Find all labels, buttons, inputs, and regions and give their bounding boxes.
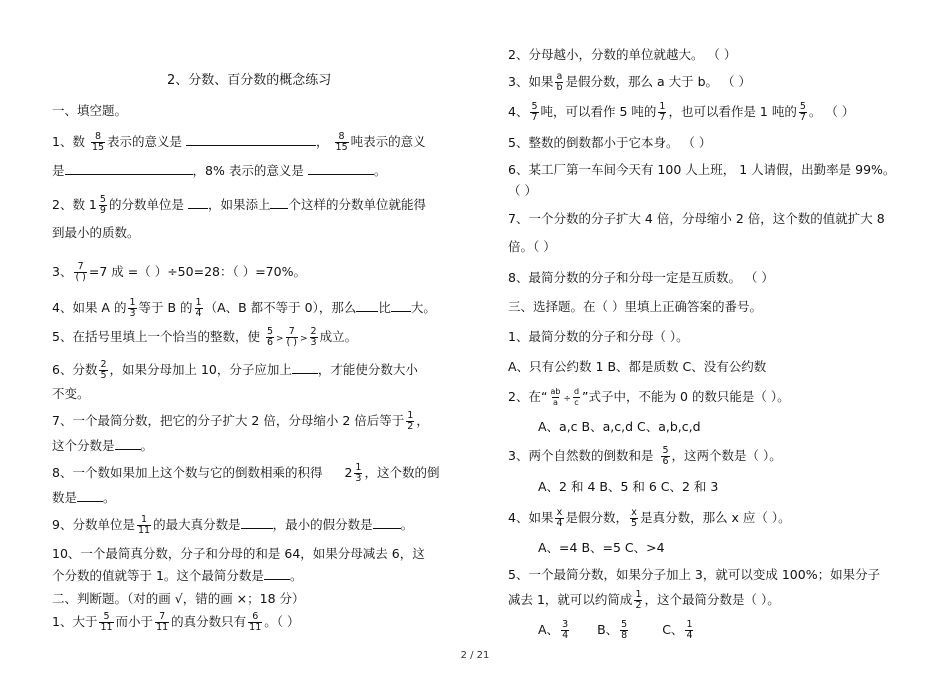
c1-options: A、只有公约数 1 B、都是质数 C、没有公约数 <box>508 359 767 374</box>
fraction: $\frac{5}{6}$ <box>662 445 669 467</box>
fraction: $\frac{ab}{a}$ <box>550 387 561 407</box>
answer-blank[interactable] <box>373 518 401 529</box>
q1-line1: 1、数 $\frac{8}{15}$ 表示的意义是 ， $\frac{8}{15}$ 吨表示的意义 <box>52 131 426 153</box>
q10-line2: 个分数的值就等于 1。这个最简分数是 。 <box>52 568 303 583</box>
q5: 5、在括号里填上一个恰当的整数，使 $\frac{5}{6}$ > $\frac{7}{( )}$ > $\frac{2}{3}$ 成立。 <box>52 326 358 348</box>
fraction: $\frac{1}{3}$ <box>355 462 362 484</box>
j8: 8、最简分数的分子和分母一定是互质数。 （ ） <box>508 270 774 285</box>
answer-blank[interactable] <box>264 569 290 580</box>
fraction: $\frac{5}{7}$ <box>531 101 538 123</box>
fraction: $\frac{5}{7}$ <box>799 101 806 123</box>
j6-line1: 6、某工厂第一车间今天有 100 人上班， 1 人请假，出勤率是 99%。 <box>508 162 896 177</box>
fraction: $\frac{6}{11}$ <box>249 611 262 633</box>
q9: 9、分数单位是 $\frac{1}{11}$ 的最大真分数是 ，最小的假分数是 。 <box>52 514 414 536</box>
q8-line1: 8、一个数如果加上这个数与它的倒数相乘的积得 2 $\frac{1}{3}$ ，这个数的倒 <box>52 462 440 484</box>
fraction: $\frac{5}{6}$ <box>266 326 273 348</box>
q8-line2: 数是 。 <box>52 490 116 505</box>
q6-line1: 6、分数 $\frac{2}{5}$ ，如果分母加上 10，分子应加上 ，才能使分数大小 <box>52 359 418 381</box>
c3-question: 3、两个自然数的倒数和是 $\frac{5}{6}$ ，这两个数是（ ）。 <box>508 445 782 467</box>
q2-line2: 到最小的质数。 <box>52 225 140 240</box>
fraction: $\frac{1}{2}$ <box>407 410 414 432</box>
q4: 4、如果 A 的 $\frac{1}{3}$ 等于 B 的 $\frac{1}{4}$ （A、B 都不等于 0），那么 比 大。 <box>52 297 436 319</box>
j2: 2、分母越小，分数的单位就越大。 （ ） <box>508 47 737 62</box>
j1: 1、大于 $\frac{5}{11}$ 而小于 $\frac{7}{11}$ 的真分数只有 $\frac{6}{11}$ 。（ ） <box>52 611 300 633</box>
c1-question: 1、最简分数的分子和分母（ ）。 <box>508 329 689 344</box>
page-number: 2 / 21 <box>460 650 490 661</box>
fraction: $\frac{5}{11}$ <box>100 611 113 633</box>
q6-line2: 不变。 <box>52 386 90 401</box>
q7-line1: 7、一个最简分数，把它的分子扩大 2 倍，分母缩小 2 倍后等于 $\frac{1}{2}$ ， <box>52 410 429 432</box>
j5: 5、整数的倒数都小于它本身。 （ ） <box>508 135 712 150</box>
answer-blank[interactable] <box>270 198 288 209</box>
fraction: $\frac{3}{4}$ <box>562 619 569 641</box>
section-choice: 三、选择题。在（ ）里填上正确答案的番号。 <box>508 299 762 314</box>
q7-line2: 这个分数是 。 <box>52 438 154 453</box>
q2-line1: 2、数 1 $\frac{5}{9}$ 的分数单位是 ，如果添上 个这样的分数单位就能得 <box>52 194 426 216</box>
j6-line2: （ ） <box>508 183 537 198</box>
q1-line2: 是 ，8% 表示的意义是 。 <box>52 163 387 178</box>
c2-question: 2、在“ $\frac{ab}{a}$ ÷ $\frac{d}{c}$ ”式子中，不能为 0 的数只能是（ ）。 <box>508 387 790 407</box>
answer-blank[interactable] <box>115 439 141 450</box>
answer-blank[interactable] <box>356 301 378 312</box>
answer-blank[interactable] <box>77 491 103 502</box>
j7-line1: 7、一个分数的分子扩大 4 倍，分母缩小 2 倍，这个数的值就扩大 8 <box>508 211 885 226</box>
answer-blank[interactable] <box>391 301 411 312</box>
fraction: $\frac{5}{9}$ <box>99 194 106 216</box>
answer-blank[interactable] <box>186 135 316 146</box>
fraction: $\frac{5}{8}$ <box>621 619 628 641</box>
answer-blank[interactable] <box>292 363 318 374</box>
c5-options: A、 $\frac{3}{4}$ B、 $\frac{5}{8}$ C、 $\frac{1}{4}$ <box>538 619 693 641</box>
c4-question: 4、如果 $\frac{x}{4}$ 是假分数， $\frac{x}{5}$ 是真分数，那么 x 应（ ）。 <box>508 507 791 529</box>
q3: 3、 $\frac{7}{( )}$ =7 成 =（ ）÷50=28：（ ）=70%。 <box>52 261 306 283</box>
answer-blank[interactable] <box>308 164 374 175</box>
q10-line1: 10、一个最简真分数，分子和分母的和是 64，如果分母减去 6，这 <box>52 546 425 561</box>
fraction: $\frac{7}{( )}$ <box>286 326 297 348</box>
fraction: $\frac{1}{7}$ <box>659 101 666 123</box>
page-title: 2、分数、百分数的概念练习 <box>167 73 332 88</box>
fraction: $\frac{1}{2}$ <box>635 589 642 611</box>
fraction: $\frac{8}{15}$ <box>335 131 348 153</box>
answer-blank[interactable] <box>241 518 273 529</box>
j4: 4、 $\frac{5}{7}$ 吨，可以看作 5 吨的 $\frac{1}{7}$ ，也可以看作是 1 吨的 $\frac{5}{7}$ 。 （ ） <box>508 101 855 123</box>
answer-blank[interactable] <box>65 164 193 175</box>
fraction: $\frac{1}{11}$ <box>137 514 151 536</box>
fraction: $\frac{2}{3}$ <box>310 326 317 348</box>
fraction: $\frac{1}{4}$ <box>195 297 202 319</box>
fraction: $\frac{x}{4}$ <box>556 507 563 529</box>
fraction: $\frac{2}{5}$ <box>100 359 107 381</box>
answer-blank[interactable] <box>188 198 208 209</box>
fraction: $\frac{x}{5}$ <box>631 507 638 529</box>
j7-line2: 倍。（ ） <box>508 239 556 254</box>
fraction: $\frac{1}{3}$ <box>129 297 136 319</box>
c2-options: A、a,c B、a,c,d C、a,b,c,d <box>538 419 701 434</box>
fraction: $\frac{1}{4}$ <box>686 619 693 641</box>
j3: 3、如果 $\frac{a}{b}$ 是假分数，那么 a 大于 b。 （ ） <box>508 71 751 93</box>
fraction: $\frac{7}{( )}$ <box>75 261 86 283</box>
c4-options: A、=4 B、=5 C、>4 <box>538 540 665 555</box>
fraction: $\frac{7}{11}$ <box>156 611 169 633</box>
fraction: $\frac{8}{15}$ <box>91 131 105 153</box>
c5-line2: 减去 1，就可以约简成 $\frac{1}{2}$ ，这个最简分数是（ ）。 <box>508 589 780 611</box>
section-true-false: 二、判断题。（对的画 √，错的画 ×；18 分） <box>52 591 305 606</box>
c3-options: A、2 和 4 B、5 和 6 C、2 和 3 <box>538 479 719 494</box>
fraction: $\frac{d}{c}$ <box>573 387 580 407</box>
fraction: $\frac{a}{b}$ <box>556 71 563 93</box>
section-fill-in: 一、填空题。 <box>52 103 128 118</box>
c5-line1: 5、一个最简分数，如果分子加上 3，就可以变成 100%；如果分子 <box>508 567 881 582</box>
